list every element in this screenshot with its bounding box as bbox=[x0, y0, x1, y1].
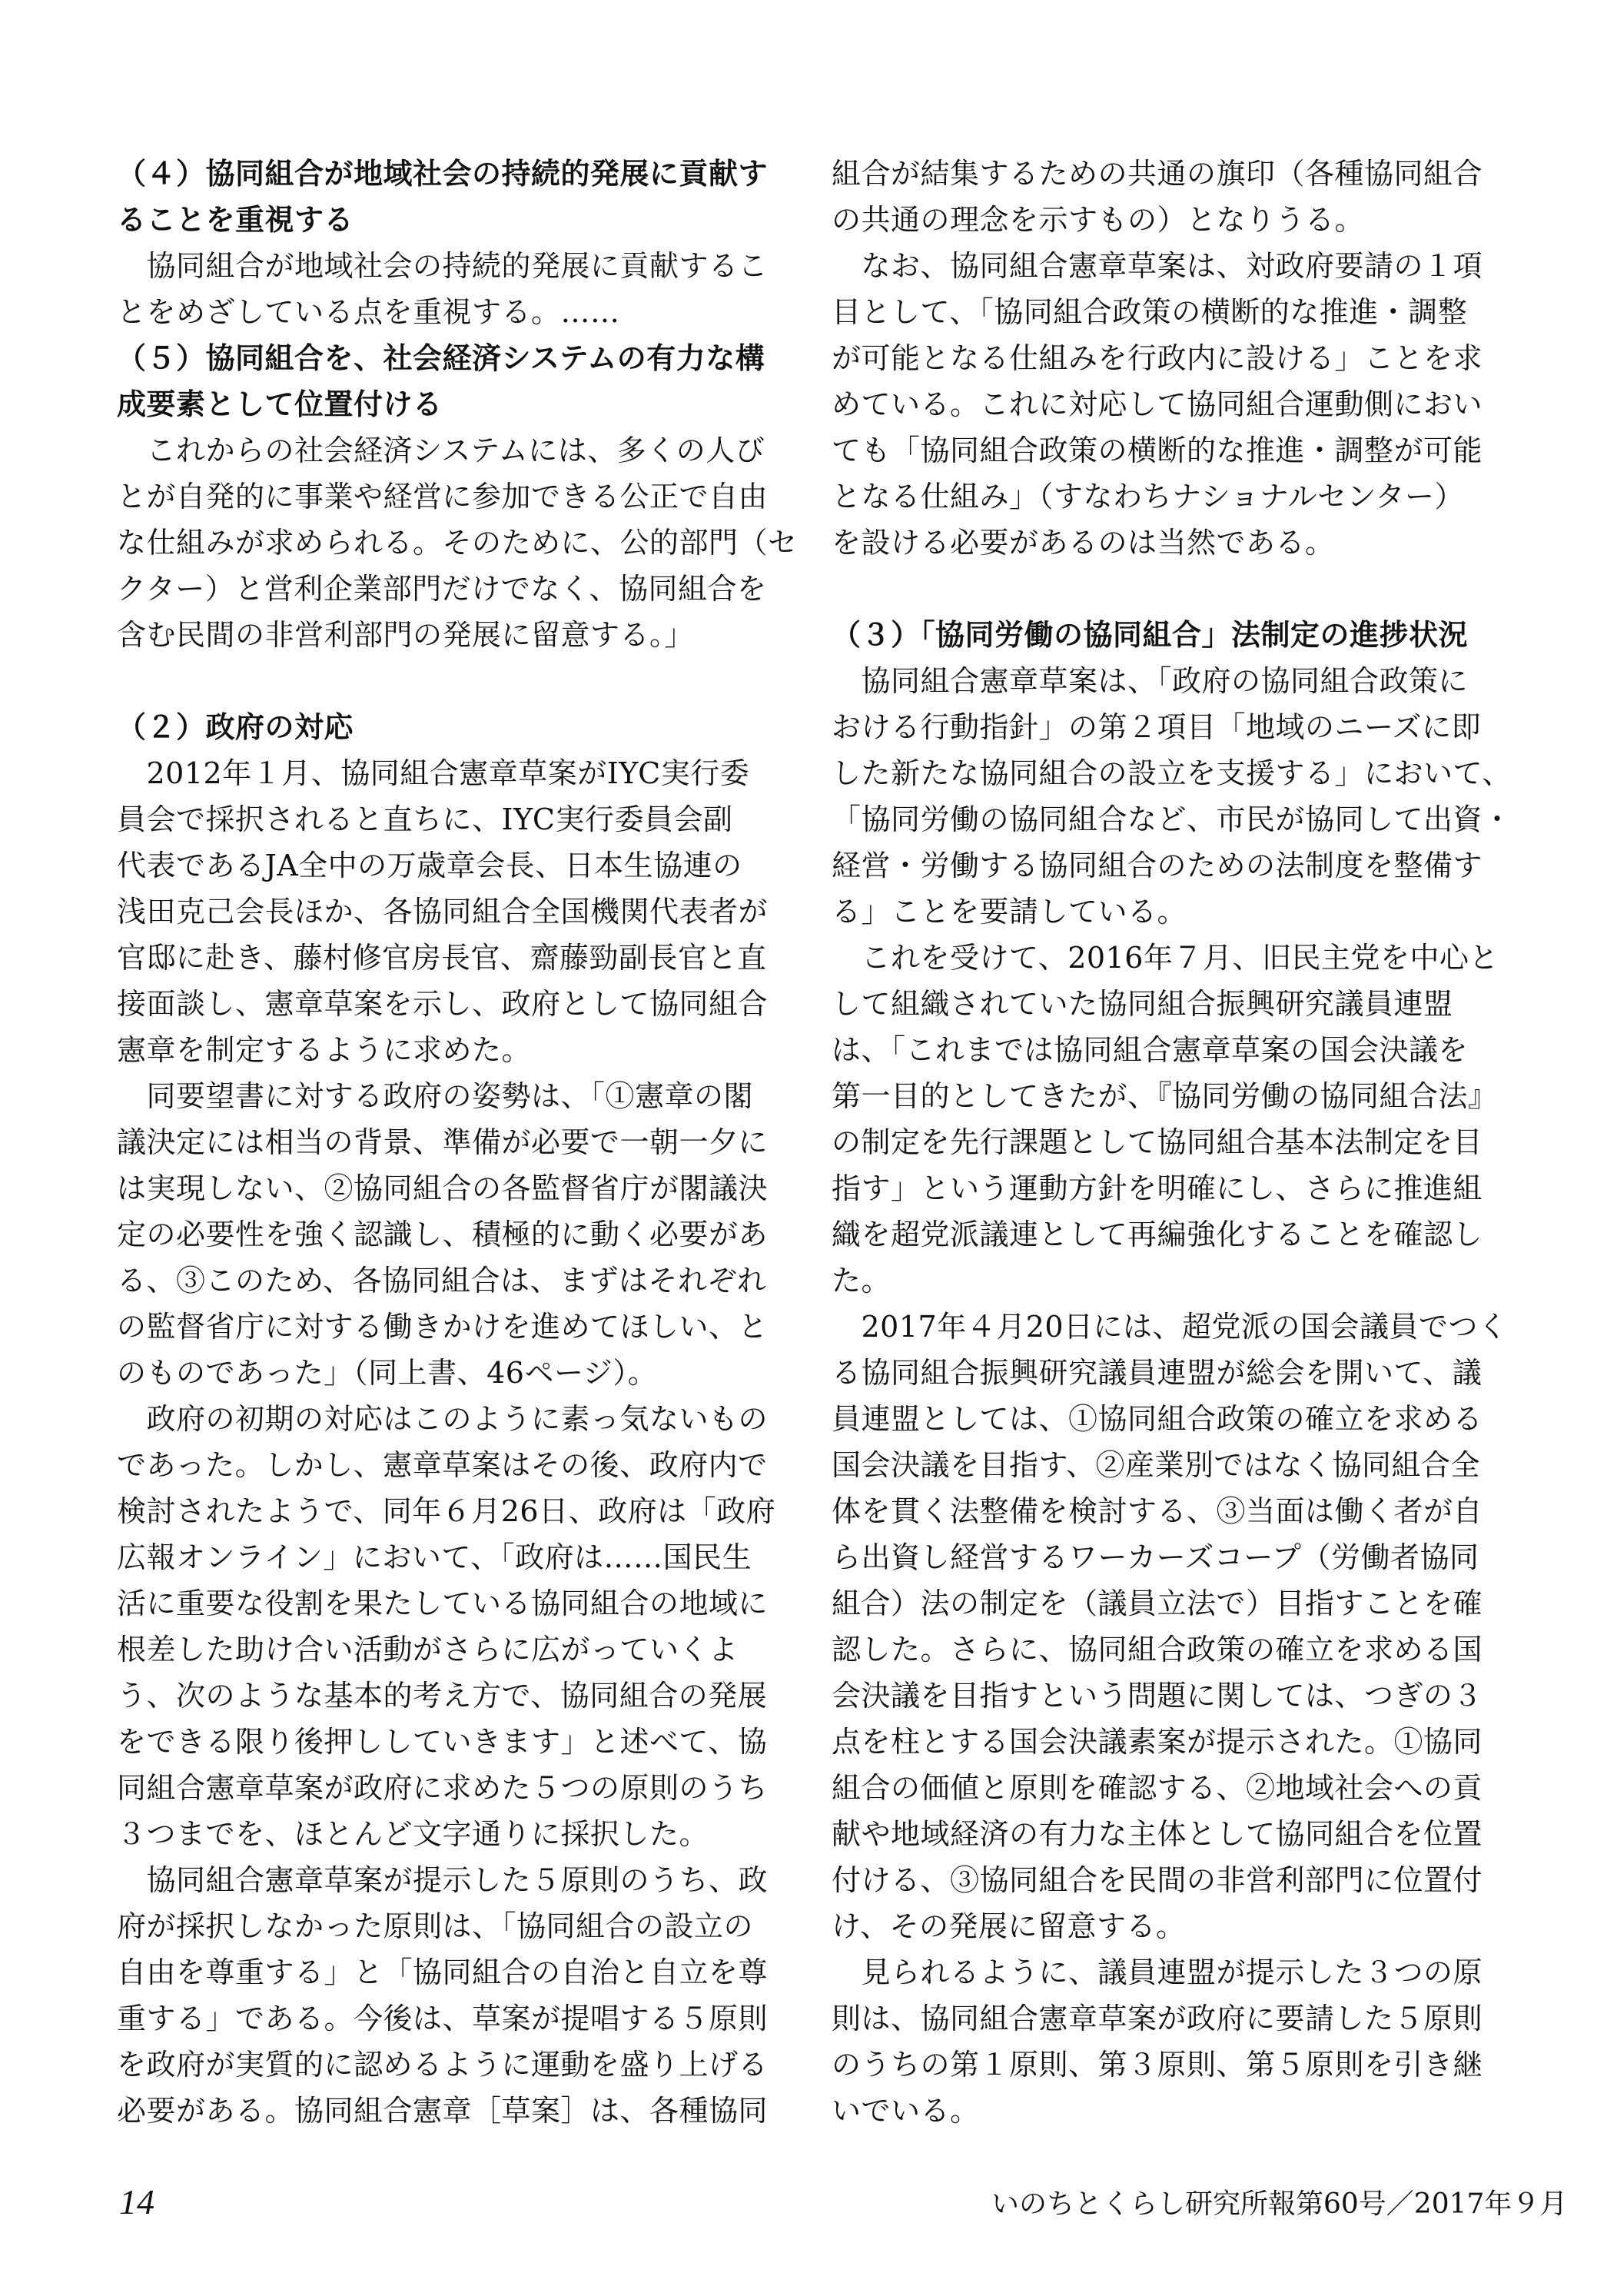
text-line: これを受けて、2016年７月、旧民主党を中心と bbox=[832, 941, 1499, 975]
section-heading-line: ることを重視する bbox=[117, 203, 354, 237]
text-line: を設ける必要があるのは当然である。 bbox=[832, 526, 1335, 560]
text-line: 認した。さらに、協同組合政策の確立を求める国 bbox=[832, 1633, 1483, 1666]
text-line: 国会決議を目指す、②産業別ではなく協同組合全 bbox=[832, 1448, 1480, 1482]
section-heading-line: （２）政府の対応 bbox=[117, 710, 354, 744]
text-line: 2017年４月20日には、超党派の国会議員でつく bbox=[832, 1310, 1508, 1344]
text-line: 重する」である。今後は、草案が提唱する５原則 bbox=[117, 2002, 769, 2035]
text-line: とが自発的に事業や経営に参加できる公正で自由 bbox=[117, 480, 769, 513]
text-line: 代表であるJA全中の万歳章会長、日本生協連の bbox=[117, 849, 742, 882]
text-line: 目として、「協同組合政策の横断的な推進・調整 bbox=[832, 295, 1468, 329]
left-column bbox=[117, 151, 798, 2134]
text-line: 自由を尊重する」と「協同組合の自治と自立を尊 bbox=[117, 1955, 769, 1989]
text-line: の監督省庁に対する働きかけを進めてほしい、と bbox=[117, 1310, 769, 1344]
text-line: 則は、協同組合憲章草案が政府に要請した５原則 bbox=[832, 2002, 1483, 2035]
text-line: であった。しかし、憲章草案はその後、政府内で bbox=[117, 1448, 768, 1482]
text-line: 議決定には相当の背景、準備が必要で一朝一夕に bbox=[117, 1125, 769, 1159]
text-line: をできる限り後押ししていきます」と述べて、協 bbox=[117, 1725, 768, 1759]
text-line: のうちの第１原則、第３原則、第５原則を引き継 bbox=[832, 2048, 1483, 2082]
text-line: 「協同労働の協同組合など、市民が協同して出資・ bbox=[832, 802, 1512, 836]
text-line: のものであった」（同上書、46ページ）。 bbox=[117, 1356, 658, 1390]
text-line: なお、協同組合憲章草案は、対政府要請の１項 bbox=[832, 249, 1483, 283]
text-line: 広報オンライン」において、「政府は……国民生 bbox=[117, 1540, 752, 1574]
text-line: 見られるように、議員連盟が提示した３つの原 bbox=[832, 1955, 1483, 1989]
text-line: 点を柱とする国会決議素案が提示された。①協同 bbox=[832, 1725, 1483, 1759]
text-line: な仕組みが求められる。そのために、公的部門（セ bbox=[117, 526, 798, 560]
text-line: 官邸に赴き、藤村修官房長官、齋藤勁副長官と直 bbox=[117, 941, 767, 975]
section-heading-line: （５）協同組合を、社会経済システムの有力な構 bbox=[117, 341, 765, 375]
text-line: 協同組合憲章草案が提示した５原則のうち、政 bbox=[117, 1863, 769, 1897]
text-line: 根差した助け合い活動がさらに広がっていくよ bbox=[117, 1633, 739, 1666]
text-line: た。 bbox=[832, 1264, 891, 1298]
section-heading-line: （３）「協同労働の協同組合」法制定の進捗状況 bbox=[832, 618, 1469, 652]
text-line: ３つまでを、ほとんど文字通りに採択した。 bbox=[117, 1817, 709, 1851]
paragraph-spacer bbox=[832, 566, 1491, 612]
text-line: おける行動指針」の第２項目「地域のニーズに即 bbox=[832, 710, 1482, 744]
text-line: 浅田克己会長ほか、各協同組合全国機関代表者が bbox=[117, 895, 769, 929]
text-line: 員会で採択されると直ちに、IYC実行委員会副 bbox=[117, 802, 733, 836]
right-column bbox=[832, 151, 1512, 2134]
text-line: 組合の価値と原則を確認する、②地域社会への貢 bbox=[832, 1771, 1483, 1805]
text-line: る協同組合振興研究議員連盟が総会を開いて、議 bbox=[832, 1356, 1482, 1390]
text-line: 憲章を制定するように求めた。 bbox=[117, 1033, 532, 1067]
text-line: 2012年１月、協同組合憲章草案がIYC実行委 bbox=[117, 756, 750, 790]
text-line: めている。これに対応して協同組合運動側におい bbox=[832, 387, 1483, 421]
text-line: 定の必要性を強く認識し、積極的に動く必要があ bbox=[117, 1218, 769, 1251]
text-line: の制定を先行課題として協同組合基本法制定を目 bbox=[832, 1125, 1483, 1159]
text-line: クター）と営利企業部門だけでなく、協同組合を bbox=[117, 572, 767, 606]
text-line: 指す」という運動方針を明確にし、さらに推進組 bbox=[832, 1171, 1483, 1205]
text-line: 会決議を目指すという問題に関しては、つぎの３ bbox=[832, 1679, 1483, 1713]
text-line: 含む民間の非営利部門の発展に留意する。」 bbox=[117, 618, 695, 652]
text-line: 付ける、③協同組合を民間の非営利部門に位置付 bbox=[832, 1863, 1483, 1897]
text-line: した新たな協同組合の設立を支援する」において、 bbox=[832, 756, 1512, 790]
text-line: ても「協同組合政策の横断的な推進・調整が可能 bbox=[832, 434, 1483, 467]
text-line: これからの社会経済システムには、多くの人び bbox=[117, 434, 765, 467]
text-line: 体を貫く法整備を検討する、③当面は働く者が自 bbox=[832, 1494, 1483, 1528]
text-line: ら出資し経営するワーカーズコープ（労働者協同 bbox=[832, 1540, 1479, 1574]
text-line: る」ことを要請している。 bbox=[832, 895, 1187, 929]
text-line: は実現しない、②協同組合の各監督省庁が閣議決 bbox=[117, 1171, 769, 1205]
text-line: 員連盟としては、①協同組合政策の確立を求める bbox=[832, 1402, 1483, 1436]
text-line: 織を超党派議連として再編強化することを確認し bbox=[832, 1218, 1483, 1251]
text-line: る、③このため、各協同組合は、まずはそれぞれ bbox=[117, 1264, 767, 1298]
paragraph-spacer bbox=[117, 658, 776, 704]
text-line: 組合）法の制定を（議員立法で）目指すことを確 bbox=[832, 1587, 1483, 1620]
text-line: 協同組合が地域社会の持続的発展に貢献するこ bbox=[117, 249, 769, 283]
text-line: 協同組合憲章草案は、「政府の協同組合政策に bbox=[832, 664, 1469, 698]
text-line: う、次のような基本的考え方で、協同組合の発展 bbox=[117, 1679, 768, 1713]
text-line: 検討されたようで、同年６月26日、政府は「政府 bbox=[117, 1494, 776, 1528]
text-line: 同要望書に対する政府の姿勢は、「①憲章の閣 bbox=[117, 1079, 754, 1113]
text-line: 経営・労働する協同組合のための法制度を整備す bbox=[832, 849, 1483, 882]
text-line: の共通の理念を示すもの）となりうる。 bbox=[832, 203, 1365, 237]
text-line: け、その発展に留意する。 bbox=[832, 1909, 1186, 1943]
text-line: 接面談し、憲章草案を示し、政府として協同組合 bbox=[117, 987, 769, 1021]
text-line: となる仕組み」（すなわちナショナルセンター） bbox=[832, 480, 1465, 513]
page-number: 14 bbox=[119, 2182, 154, 2221]
text-line: 活に重要な役割を果たしている協同組合の地域に bbox=[117, 1587, 769, 1620]
text-line: 必要がある。協同組合憲章［草案］は、各種協同 bbox=[117, 2094, 769, 2128]
text-line: が可能となる仕組みを行政内に設ける」ことを求 bbox=[832, 341, 1483, 375]
text-line: 政府の初期の対応はこのように素っ気ないもの bbox=[117, 1402, 769, 1436]
text-line: 同組合憲章草案が政府に求めた５つの原則のうち bbox=[117, 1771, 769, 1805]
text-line: して組織されていた協同組合振興研究議員連盟 bbox=[832, 987, 1453, 1021]
text-line: 第一目的としてきたが、『協同労働の協同組合法』 bbox=[832, 1079, 1498, 1113]
text-line: とをめざしている点を重視する。…… bbox=[117, 295, 620, 329]
text-line: 府が採択しなかった原則は、「協同組合の設立の bbox=[117, 1909, 754, 1943]
text-line: は、「これまでは協同組合憲章草案の国会決議を bbox=[832, 1033, 1469, 1067]
journal-issue-footer: いのちとくらし研究所報第60号／2017年９月 bbox=[991, 2188, 1568, 2220]
section-heading-line: 成要素として位置付ける bbox=[117, 387, 443, 421]
section-heading-line: （４）協同組合が地域社会の持続的発展に貢献す bbox=[117, 157, 769, 191]
text-line: 組合が結集するための共通の旗印（各種協同組合 bbox=[832, 157, 1483, 191]
text-line: いでいる。 bbox=[832, 2094, 980, 2128]
text-line: を政府が実質的に認めるように運動を盛り上げる bbox=[117, 2048, 769, 2082]
text-line: 献や地域経済の有力な主体として協同組合を位置 bbox=[832, 1817, 1483, 1851]
